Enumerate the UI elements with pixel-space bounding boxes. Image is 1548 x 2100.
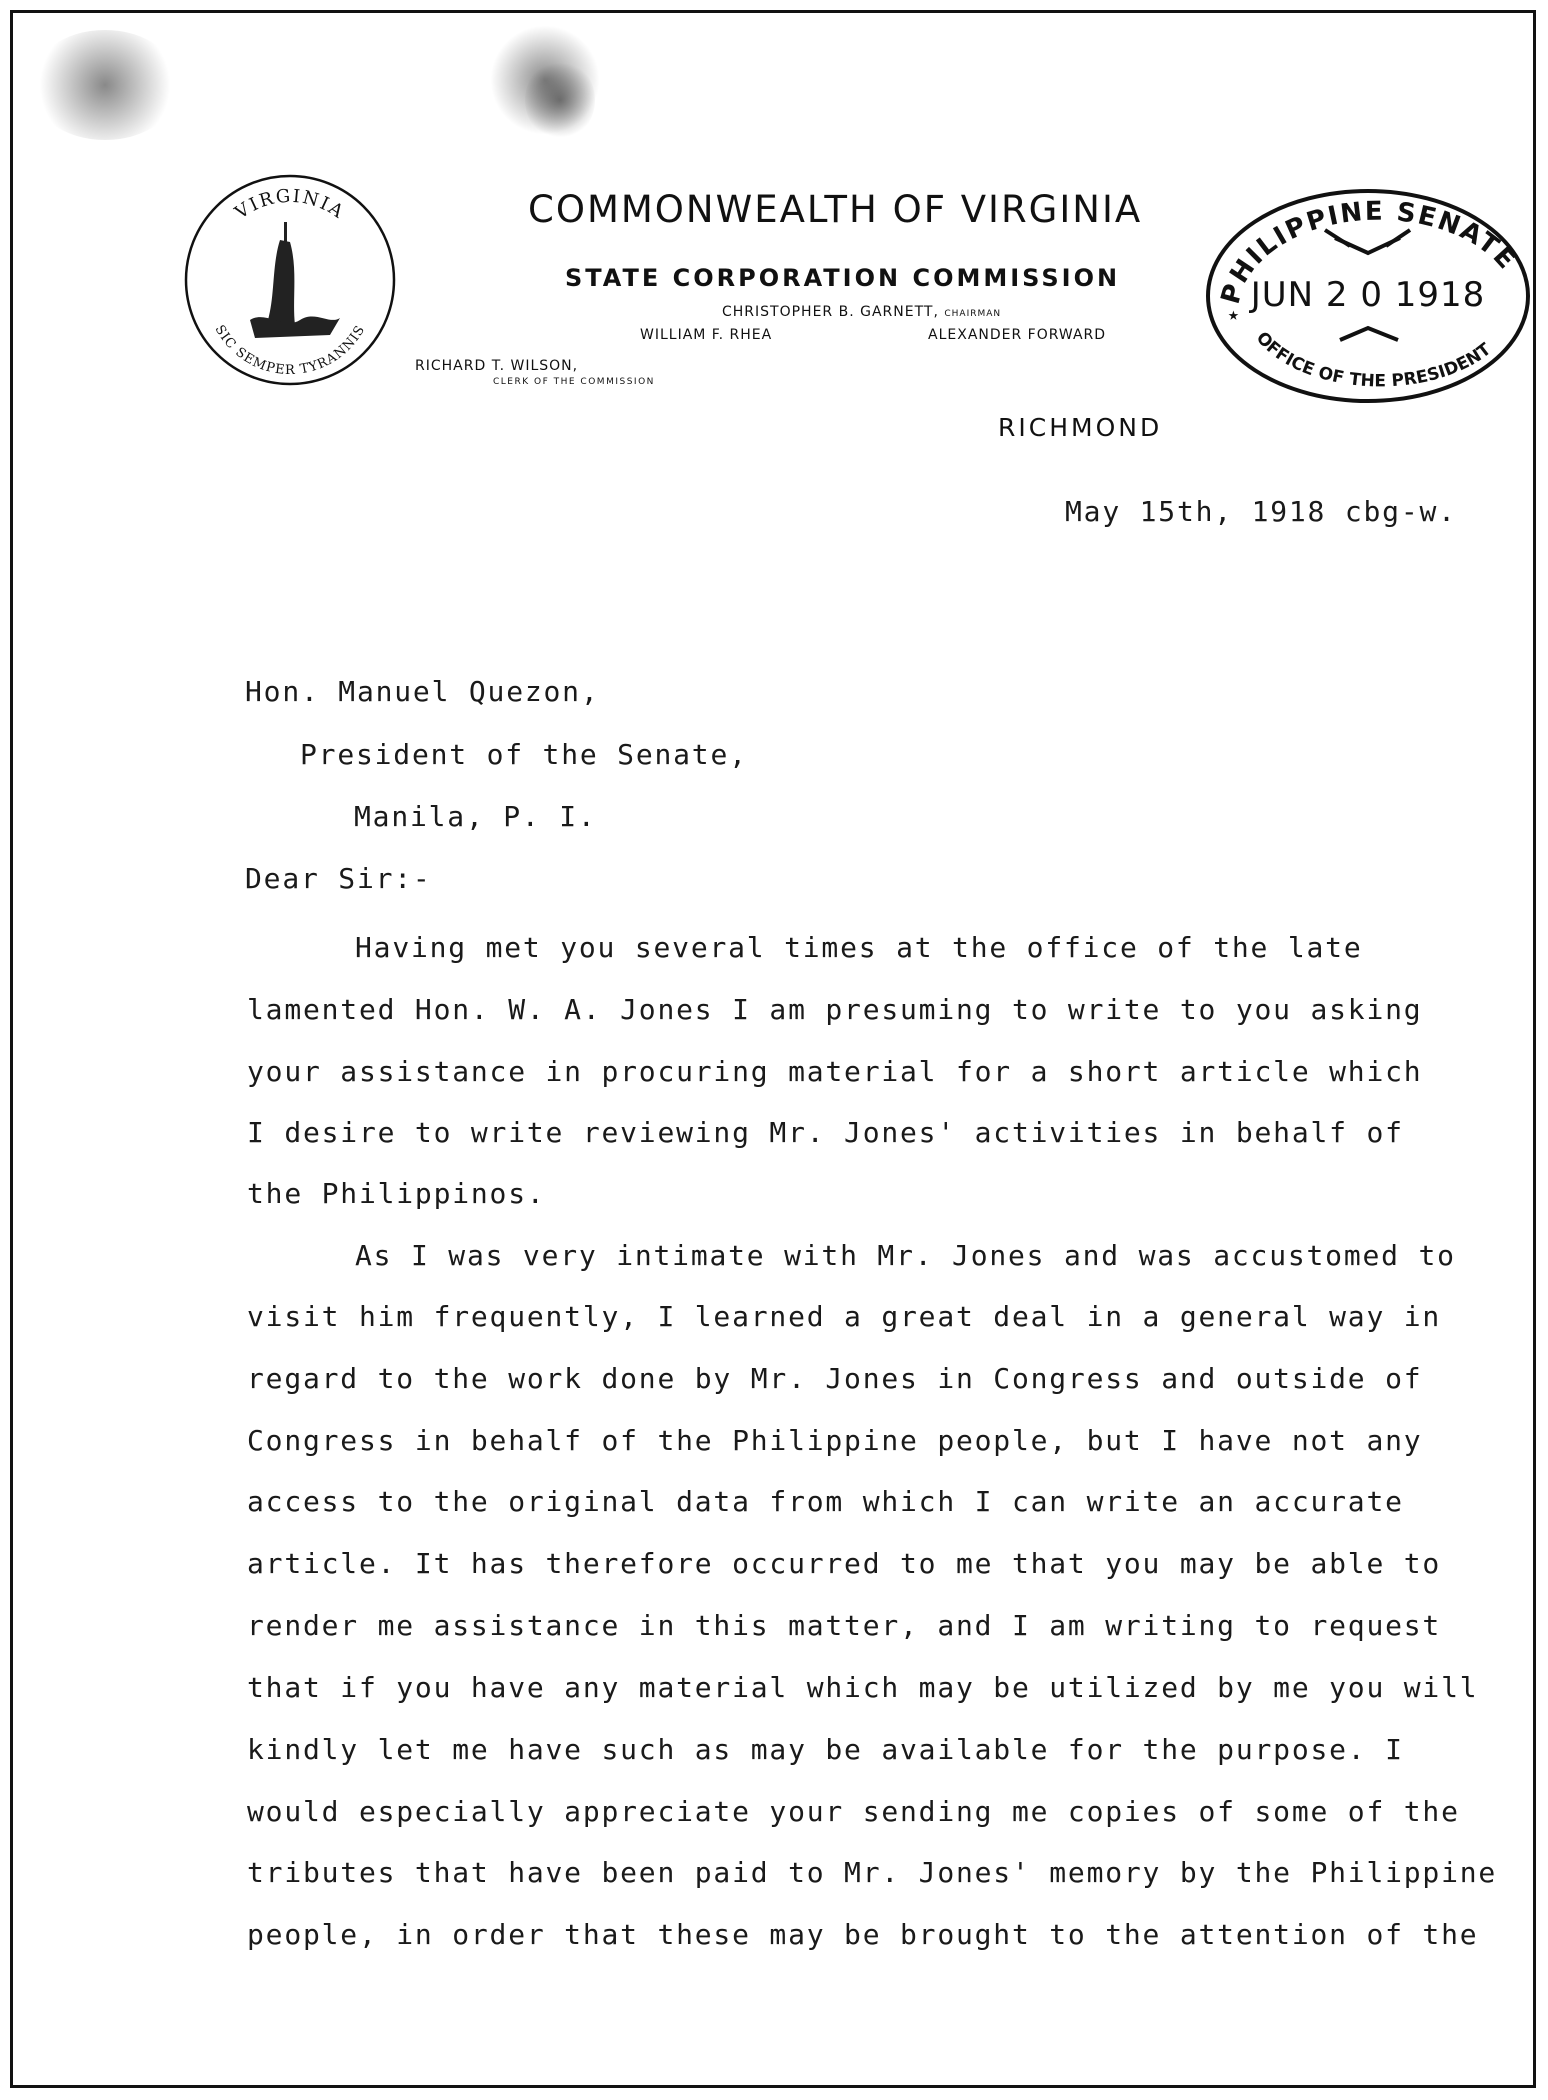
ink-stain: [30, 30, 180, 140]
received-stamp: [1200, 178, 1530, 413]
seal-bottom-text: SIC SEMPER TYRANNIS: [211, 322, 369, 379]
addressee-place: Manila, P. I.: [354, 800, 597, 833]
commissioner-rhea: WILLIAM F. RHEA: [640, 327, 773, 343]
addressee-title: President of the Senate,: [300, 738, 748, 771]
body-line: regard to the work done by Mr. Jones in Congress and outside of: [247, 1362, 1423, 1395]
letterhead-title: COMMONWEALTH OF VIRGINIA: [528, 188, 1143, 231]
body-line: As I was very intimate with Mr. Jones and was accustomed to: [355, 1239, 1456, 1272]
body-line: I desire to write reviewing Mr. Jones' activities in behalf of: [247, 1116, 1404, 1149]
letterhead-subtitle: STATE CORPORATION COMMISSION: [565, 264, 1121, 292]
body-line: kindly let me have such as may be available for the purpose. I: [247, 1733, 1404, 1766]
body-line: that if you have any material which may be utilized by me you will: [247, 1671, 1479, 1704]
ink-stain: [525, 60, 595, 140]
letter-date: May 15th, 1918 cbg-w.: [1065, 495, 1457, 528]
chairman: [722, 304, 1001, 320]
chairman-role: CHAIRMAN: [944, 309, 1002, 319]
star-icon: ★: [1228, 304, 1239, 325]
chairman-name: CHRISTOPHER B. GARNETT,: [722, 304, 939, 320]
body-line: lamented Hon. W. A. Jones I am presuming to write to you asking: [247, 993, 1423, 1026]
virginia-seal-icon: [180, 170, 400, 390]
body-line: the Philippinos.: [247, 1177, 546, 1210]
addressee-name: Hon. Manuel Quezon,: [245, 675, 600, 708]
seal-top-text: VIRGINIA: [231, 185, 349, 224]
clerk-name: RICHARD T. WILSON,: [415, 358, 579, 374]
body-line: your assistance in procuring material for a short article which: [247, 1055, 1423, 1088]
body-line: would especially appreciate your sending me copies of some of the: [247, 1795, 1460, 1828]
body-line: visit him frequently, I learned a great deal in a general way in: [247, 1300, 1442, 1333]
clerk-role: CLERK OF THE COMMISSION: [493, 377, 655, 387]
body-line: Having met you several times at the office of the late: [355, 931, 1363, 964]
body-line: Congress in behalf of the Philippine people, but I have not any: [247, 1424, 1423, 1457]
stamp-bottom-text: OFFICE OF THE PRESIDENT: [1251, 328, 1495, 392]
letterhead-city: RICHMOND: [998, 413, 1163, 442]
body-line: access to the original data from which I can write an accurate: [247, 1485, 1404, 1518]
svg-text:VIRGINIA: [231, 186, 349, 224]
body-line: tributes that have been paid to Mr. Jones' memory by the Philippine: [247, 1856, 1498, 1889]
salutation: Dear Sir:-: [245, 862, 432, 895]
body-line: article. It has therefore occurred to me that you may be able to: [247, 1547, 1442, 1580]
stamp-top-text: PHILIPPINE SENATE: [1215, 196, 1523, 308]
commissioner-forward: ALEXANDER FORWARD: [928, 327, 1107, 343]
stamp-date: JUN 2 0 1918: [1250, 275, 1486, 315]
body-line: render me assistance in this matter, and I am writing to request: [247, 1609, 1442, 1642]
body-line: people, in order that these may be brought to the attention of the: [247, 1918, 1479, 1951]
